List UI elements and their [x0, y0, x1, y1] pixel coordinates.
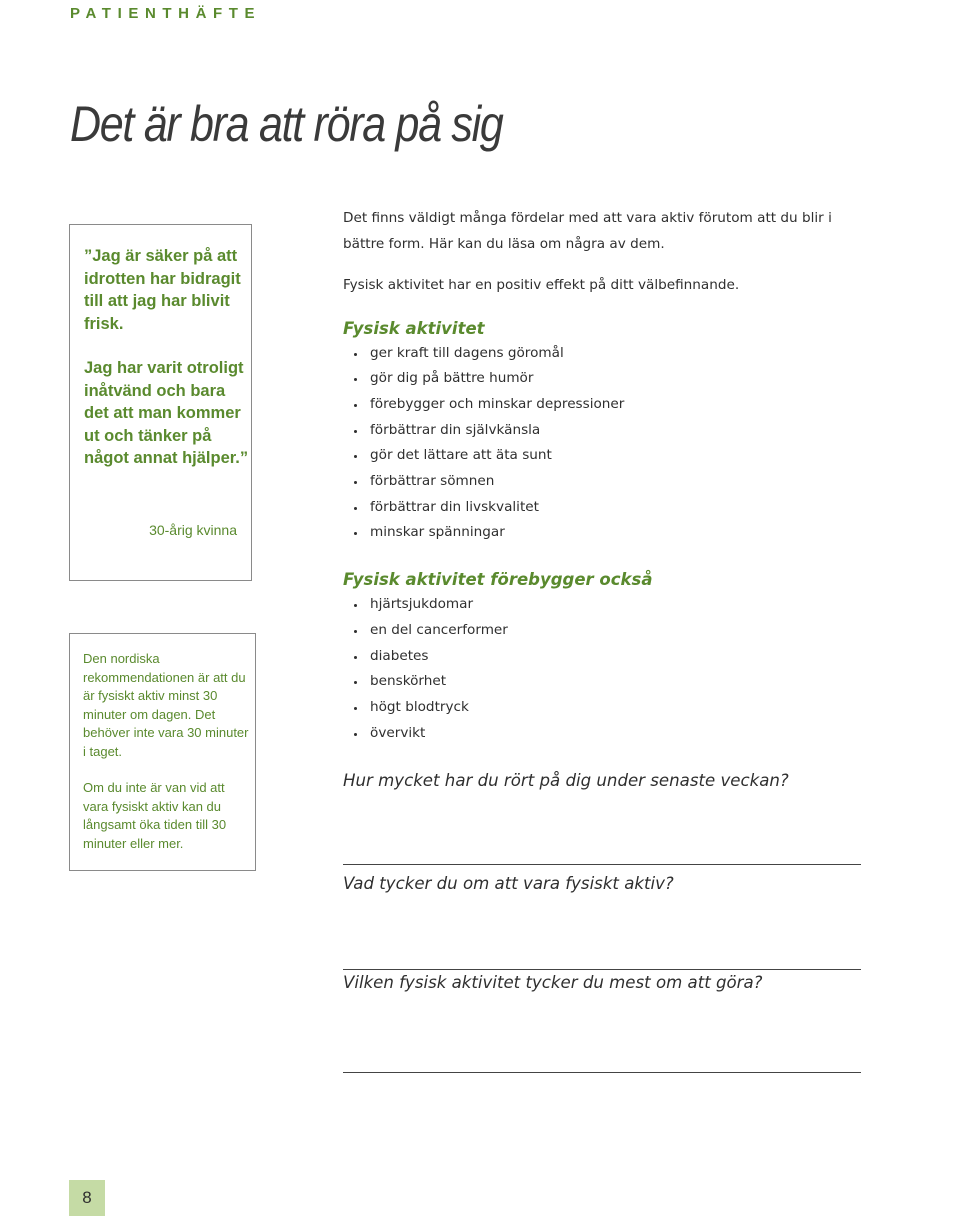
- bullet-icon: [354, 681, 357, 684]
- intro-text-2: Fysisk aktivitet har en positiv effekt på ditt välbefinnande.: [343, 277, 740, 293]
- question-3: Vilken fysisk aktivitet tycker du mest om att göra?: [343, 973, 763, 993]
- answer-line-1[interactable]: [343, 864, 861, 865]
- benefits-list: [343, 341, 863, 547]
- list-item: förebygger och minskar depressioner: [343, 392, 863, 418]
- list-item: förbättrar sömnen: [343, 469, 863, 495]
- bullet-icon: [354, 707, 357, 710]
- list-item: förbättrar din livskvalitet: [343, 495, 863, 521]
- question-2: Vad tycker du om att vara fysiskt aktiv?: [343, 874, 674, 894]
- page-title: Det är bra att röra på sig: [70, 96, 503, 152]
- main-content: [343, 206, 863, 992]
- list-item: övervikt: [343, 721, 863, 747]
- list-item: ger kraft till dagens göromål: [343, 341, 863, 367]
- list-item: diabetes: [343, 644, 863, 670]
- answer-line-2[interactable]: [343, 969, 861, 970]
- list-item: gör dig på bättre humör: [343, 366, 863, 392]
- list-item: benskörhet: [343, 669, 863, 695]
- bullet-icon: [354, 507, 357, 510]
- prevents-list: [343, 592, 863, 746]
- bullet-icon: [354, 430, 357, 433]
- quote-box: [69, 224, 252, 581]
- question-1: Hur mycket har du rört på dig under senaste veckan?: [343, 771, 789, 791]
- quote-author: 30-årig kvinna: [149, 522, 237, 538]
- bullet-icon: [354, 353, 357, 356]
- bullet-icon: [354, 604, 357, 607]
- bullet-icon: [354, 630, 357, 633]
- recommendation-paragraph: Om du inte är van vid att vara fysiskt aktiv kan du långsamt öka tiden till 30 minuter eller mer.: [83, 780, 227, 851]
- intro-text: Det finns väldigt många fördelar med att vara aktiv förutom att du blir i bättre form. Här kan du läsa om några av dem.: [343, 210, 832, 252]
- list-item: förbättrar din självkänsla: [343, 418, 863, 444]
- list-item: högt blodtryck: [343, 695, 863, 721]
- list-item: gör det lättare att äta sunt: [343, 443, 863, 469]
- bullet-icon: [354, 733, 357, 736]
- bullet-icon: [354, 378, 357, 381]
- benefits-heading: Fysisk aktivitet: [343, 318, 485, 338]
- quote-text: [84, 245, 249, 492]
- bullet-icon: [354, 481, 357, 484]
- quote-paragraph: ”Jag är säker på att idrotten har bidragit till att jag har blivit frisk.: [84, 247, 241, 333]
- header-label: PATIENTHÄFTE: [70, 5, 262, 22]
- recommendation-box: [69, 633, 256, 871]
- recommendation-text: [83, 650, 251, 871]
- list-item: en del cancerformer: [343, 618, 863, 644]
- bullet-icon: [354, 656, 357, 659]
- bullet-icon: [354, 532, 357, 535]
- list-item: minskar spänningar: [343, 520, 863, 546]
- answer-line-3[interactable]: [343, 1072, 861, 1073]
- bullet-icon: [354, 455, 357, 458]
- prevents-heading: Fysisk aktivitet förebygger också: [343, 570, 653, 590]
- bullet-icon: [354, 404, 357, 407]
- quote-paragraph: Jag har varit otroligt inåtvänd och bara det att man kommer ut och tänker på något annat hjälper.”: [84, 359, 249, 467]
- page-number: 8: [69, 1180, 105, 1216]
- recommendation-paragraph: Den nordiska rekommendationen är att du är fysiskt aktiv minst 30 minuter om dagen. Det behöver inte vara 30 minuter i taget.: [83, 651, 249, 759]
- list-item: hjärtsjukdomar: [343, 592, 863, 618]
